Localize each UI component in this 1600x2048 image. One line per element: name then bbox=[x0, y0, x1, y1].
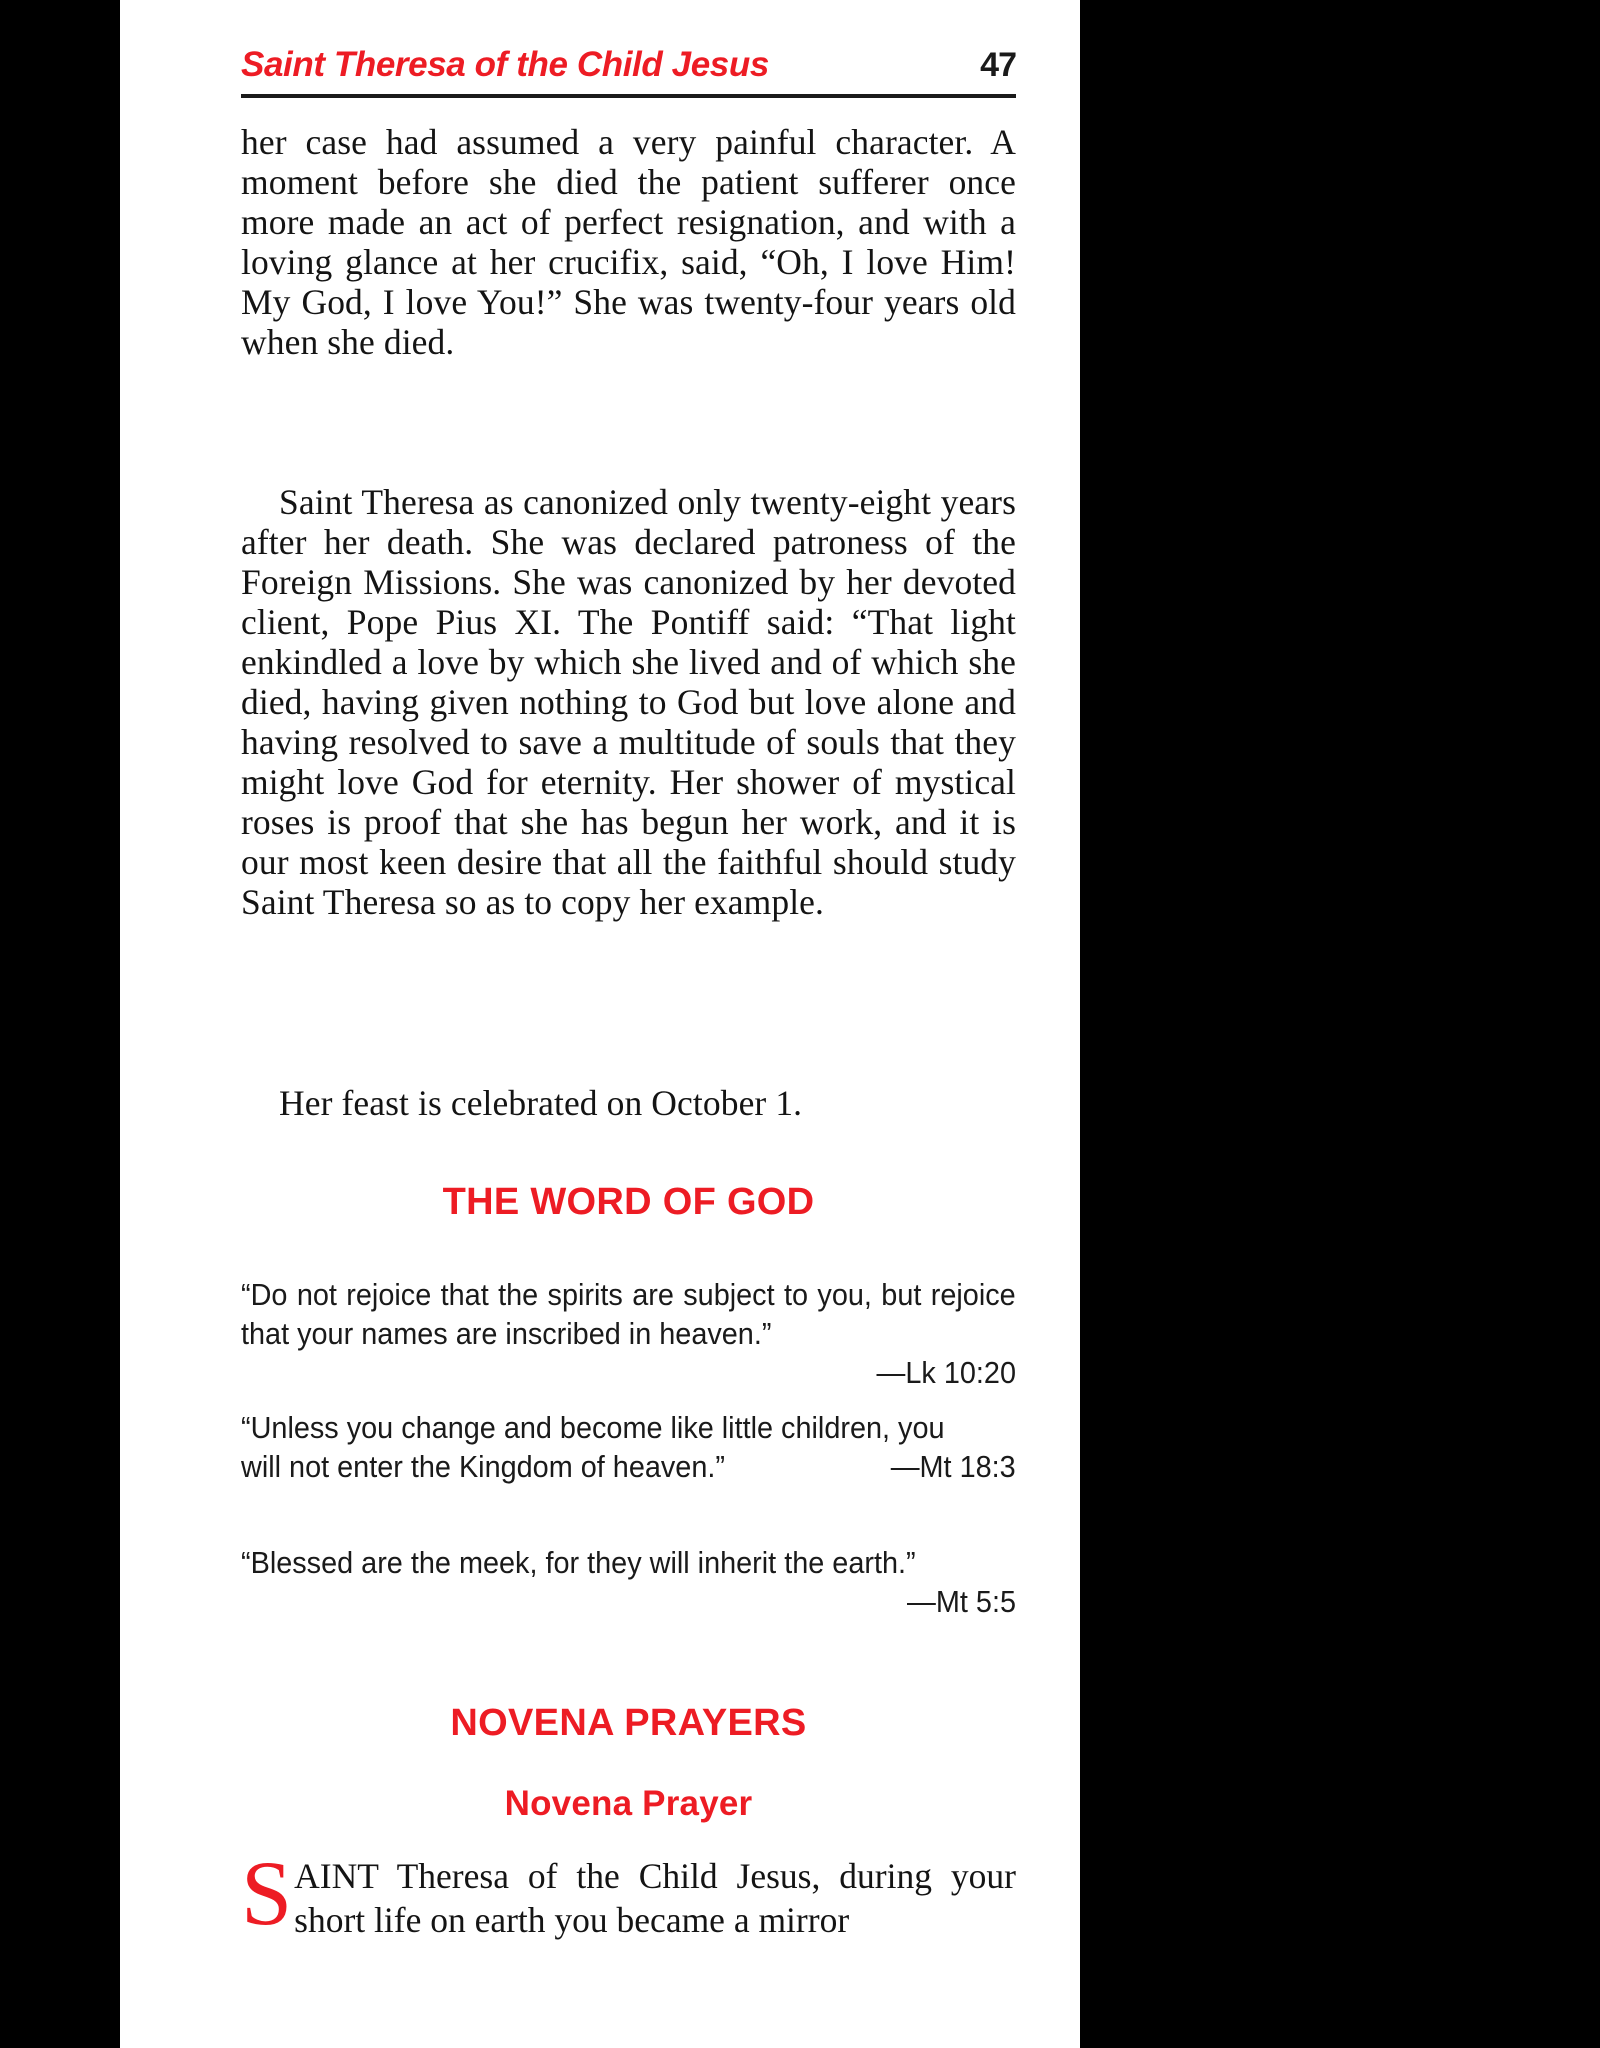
scripture-quote-3 bbox=[241, 1543, 1016, 1621]
word-of-god-heading-container bbox=[241, 1181, 1016, 1224]
novena-prayer-subheading-container bbox=[241, 1784, 1016, 1824]
body-paragraph-2-container bbox=[241, 482, 1016, 922]
body-paragraph-1: her case had assumed a very painful character. A moment before she died the patient sufferer once more made an act of perfect resignation, and with a loving glance at her crucifix, said, “Oh, I love Him! My God, I love You!” She was twenty-four years old when she died. bbox=[241, 122, 1016, 362]
novena-opening-caps: AINT bbox=[294, 1856, 379, 1896]
page-number: 47 bbox=[980, 46, 1016, 84]
body-paragraph-1-container bbox=[241, 122, 1016, 362]
scripture-quote-2-line-2-row bbox=[241, 1447, 1016, 1486]
running-head bbox=[241, 45, 1016, 85]
scripture-quote-3-text: “Blessed are the meek, for they will inherit the earth.” bbox=[241, 1545, 916, 1580]
scripture-citation-1: —Lk 10:20 bbox=[876, 1355, 1016, 1390]
scripture-citation-2: —Mt 18:3 bbox=[890, 1449, 1016, 1484]
scripture-quote-2-line-2: will not enter the Kingdom of heaven.” bbox=[241, 1449, 725, 1484]
scripture-quote-2 bbox=[241, 1408, 1016, 1486]
scripture-quote-1-text: “Do not rejoice that the spirits are subject to you, but rejoice that your names are inscribed in heaven.” bbox=[241, 1277, 1016, 1351]
header-divider-rule bbox=[241, 94, 1016, 98]
novena-prayer-paragraph bbox=[241, 1842, 1016, 1944]
drop-cap-letter: S bbox=[241, 1842, 293, 1944]
document-page bbox=[120, 0, 1080, 2048]
section-heading-novena-prayers: NOVENA PRAYERS bbox=[450, 1702, 807, 1744]
running-head-title: Saint Theresa of the Child Jesus bbox=[241, 45, 769, 84]
scripture-quote-1 bbox=[241, 1275, 1016, 1392]
body-paragraph-3-container bbox=[241, 1083, 1016, 1123]
section-heading-word-of-god: THE WORD OF GOD bbox=[442, 1181, 815, 1223]
novena-prayers-heading-container bbox=[241, 1702, 1016, 1745]
body-paragraph-3: Her feast is celebrated on October 1. bbox=[279, 1083, 803, 1123]
scripture-citation-3: —Mt 5:5 bbox=[907, 1584, 1016, 1619]
novena-prayer-body-container bbox=[241, 1842, 1016, 1944]
body-paragraph-2: Saint Theresa as canonized only twenty-eight years after her death. She was declared patroness of the Foreign Missions. She was canonized by her devoted client, Pope Pius XI. The Pontiff said: “That light enkindled a love by which she lived and of which she died, having given nothing to God but love alone and having resolved to save a multitude of souls that they might love God for eternity. Her shower of mystical roses is proof that she has begun her work, and it is our most keen desire that all the faithful should study Saint Theresa so as to copy her example. bbox=[241, 482, 1016, 922]
scripture-quote-2-line-1: “Unless you change and become like little children, you bbox=[241, 1410, 945, 1445]
novena-opening-text: Theresa of the Child Jesus, during your short life on earth you became a mirror bbox=[294, 1856, 1016, 1940]
section-subheading-novena-prayer: Novena Prayer bbox=[504, 1784, 753, 1823]
